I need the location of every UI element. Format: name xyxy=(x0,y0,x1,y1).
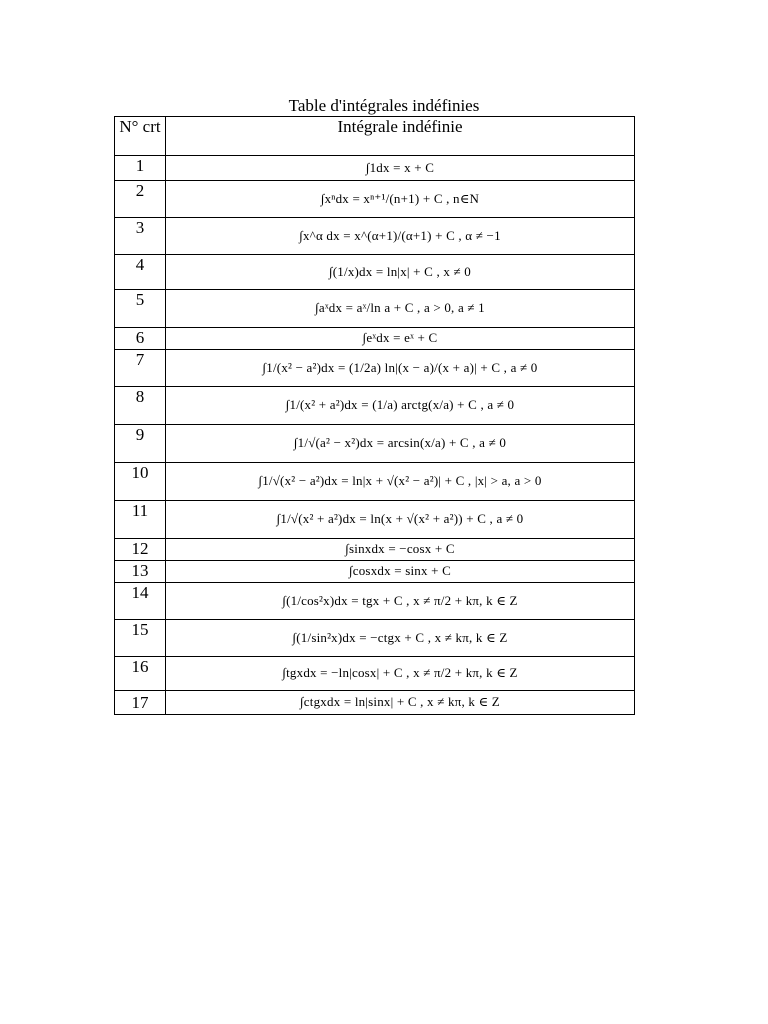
row-formula: ∫1/√(x² + a²)dx = ln(x + √(x² + a²)) + C , a ≠ 0 xyxy=(166,501,635,539)
row-formula: ∫(1/sin²x)dx = −ctgx + C , x ≠ kπ, k ∈ Z xyxy=(166,620,635,657)
row-formula: ∫1/(x² + a²)dx = (1/a) arctg(x/a) + C , a ≠ 0 xyxy=(166,387,635,425)
row-number: 8 xyxy=(115,387,166,425)
row-number: 11 xyxy=(115,501,166,539)
row-formula: ∫(1/cos²x)dx = tgx + C , x ≠ π/2 + kπ, k ∈ Z xyxy=(166,583,635,620)
row-formula: ∫1/√(x² − a²)dx = ln|x + √(x² − a²)| + C , |x| > a, a > 0 xyxy=(166,463,635,501)
row-formula: ∫eˣdx = eˣ + C xyxy=(166,328,635,350)
row-number: 3 xyxy=(115,218,166,255)
row-formula: ∫cosxdx = sinx + C xyxy=(166,561,635,583)
row-number: 1 xyxy=(115,156,166,181)
row-number: 13 xyxy=(115,561,166,583)
row-number: 14 xyxy=(115,583,166,620)
row-formula: ∫1/(x² − a²)dx = (1/2a) ln|(x − a)/(x + a)| + C , a ≠ 0 xyxy=(166,350,635,387)
table-row xyxy=(115,156,635,181)
table-row xyxy=(115,561,635,583)
table-row xyxy=(115,290,635,328)
header-integral: Intégrale indéfinie xyxy=(166,117,635,156)
header-number: N° crt xyxy=(115,117,166,156)
row-number: 16 xyxy=(115,657,166,691)
table-row xyxy=(115,657,635,691)
table-header-row xyxy=(115,117,635,156)
table-row xyxy=(115,218,635,255)
row-number: 6 xyxy=(115,328,166,350)
row-number: 5 xyxy=(115,290,166,328)
table-row xyxy=(115,350,635,387)
row-formula: ∫x^α dx = x^(α+1)/(α+1) + C , α ≠ −1 xyxy=(166,218,635,255)
table-row xyxy=(115,539,635,561)
row-number: 12 xyxy=(115,539,166,561)
row-number: 10 xyxy=(115,463,166,501)
table-row xyxy=(115,328,635,350)
row-formula: ∫tgxdx = −ln|cosx| + C , x ≠ π/2 + kπ, k ∈ Z xyxy=(166,657,635,691)
row-number: 9 xyxy=(115,425,166,463)
table-row xyxy=(115,691,635,715)
table-row xyxy=(115,463,635,501)
table-row xyxy=(115,583,635,620)
row-number: 7 xyxy=(115,350,166,387)
row-formula: ∫xⁿdx = xⁿ⁺¹/(n+1) + C , n∈N xyxy=(166,181,635,218)
document-title: Table d'intégrales indéfinies xyxy=(288,96,480,115)
table-row xyxy=(115,181,635,218)
row-number: 4 xyxy=(115,255,166,290)
row-number: 17 xyxy=(115,691,166,715)
row-formula: ∫1/√(a² − x²)dx = arcsin(x/a) + C , a ≠ 0 xyxy=(166,425,635,463)
table-row xyxy=(115,501,635,539)
table-row xyxy=(115,425,635,463)
row-formula: ∫ctgxdx = ln|sinx| + C , x ≠ kπ, k ∈ Z xyxy=(166,691,635,715)
integral-table xyxy=(114,116,635,715)
table-row xyxy=(115,387,635,425)
table-row xyxy=(115,255,635,290)
row-formula: ∫(1/x)dx = ln|x| + C , x ≠ 0 xyxy=(166,255,635,290)
row-formula: ∫aˣdx = aˣ/ln a + C , a > 0, a ≠ 1 xyxy=(166,290,635,328)
table-row xyxy=(115,620,635,657)
row-number: 2 xyxy=(115,181,166,218)
row-number: 15 xyxy=(115,620,166,657)
row-formula: ∫1dx = x + C xyxy=(166,156,635,181)
row-formula: ∫sinxdx = −cosx + C xyxy=(166,539,635,561)
